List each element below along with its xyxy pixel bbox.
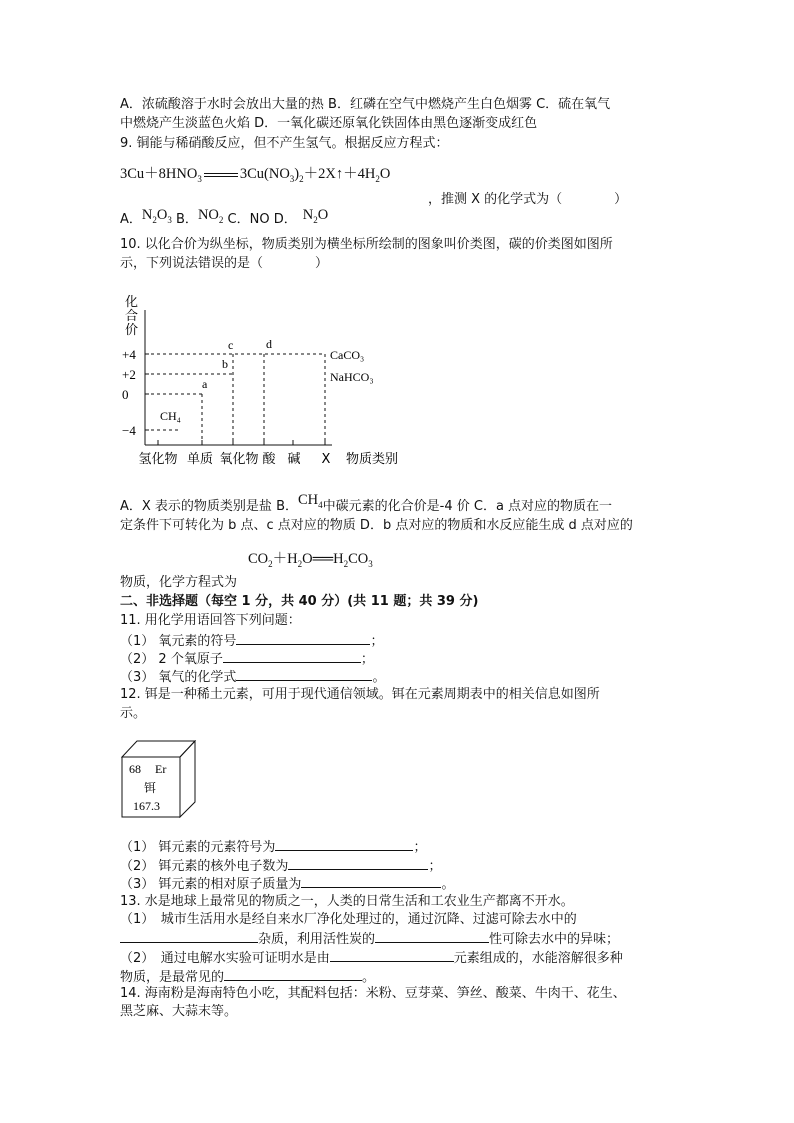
item-end: 。 bbox=[441, 877, 455, 892]
q11-item-1 bbox=[120, 631, 383, 650]
q10-stem-line1: 10. 以化合价为纵坐标，物质类别为横坐标所绘制的图象叫价类图，碳的价类图如图所 bbox=[120, 237, 613, 252]
q9-eq-rhs-part: (NO bbox=[264, 166, 290, 182]
q9-formula-part: O bbox=[156, 207, 168, 223]
y-tick-label: 0 bbox=[122, 387, 129, 402]
item-num: （3） bbox=[120, 877, 155, 892]
annotation-caco3: CaCO₃ bbox=[330, 348, 365, 362]
q9-formula-sub: 3 bbox=[167, 214, 172, 225]
answer-blank[interactable] bbox=[236, 631, 370, 645]
item-end: ； bbox=[413, 840, 427, 855]
q9-formula-sub: 2 bbox=[313, 214, 318, 225]
q10-eq-part: CO bbox=[248, 551, 269, 567]
q10-ch4-formula bbox=[298, 492, 323, 508]
chart-point-label: d bbox=[266, 337, 272, 351]
q12-item-3 bbox=[120, 874, 454, 893]
q12-stem-line2: 示。 bbox=[120, 706, 147, 721]
item-end: ； bbox=[370, 634, 384, 649]
q10-eq-part: O══H bbox=[302, 551, 344, 567]
q12-stem-line1: 12. 铒是一种稀土元素，可用于现代通信领域。铒在元素周期表中的相关信息如图所 bbox=[120, 687, 600, 702]
q13-text: 元素组成的，水能溶解很多种 bbox=[453, 951, 623, 966]
chart-axes bbox=[145, 310, 332, 445]
item-end: ； bbox=[428, 859, 442, 874]
answer-blank[interactable] bbox=[288, 856, 428, 870]
answer-blank[interactable] bbox=[236, 667, 372, 681]
chart-guides bbox=[145, 354, 325, 445]
y-tick-label: −4 bbox=[122, 423, 136, 438]
q9-formula-sub: 2 bbox=[152, 214, 157, 225]
q9-eq-sub: 3 bbox=[289, 173, 295, 184]
q11-item-3 bbox=[120, 667, 385, 686]
chart-point-label: CH₄ bbox=[160, 409, 181, 423]
item-num: （1） bbox=[120, 634, 155, 649]
q9-formula-part: NO bbox=[197, 207, 219, 223]
q9-stem: 9. 铜能与稀硝酸反应，但不产生氢气。根据反应方程式： bbox=[120, 136, 449, 151]
q14-line1: 14. 海南粉是海南特色小吃，其配料包括：米粉、豆芽菜、笋丝、酸菜、牛肉干、花生、 bbox=[120, 986, 626, 1001]
answer-blank[interactable] bbox=[330, 948, 454, 962]
erbium-element-cube bbox=[121, 740, 196, 818]
item-text: 2 个氧原子 bbox=[158, 652, 223, 667]
chart-annotations bbox=[330, 348, 374, 384]
x-tick-label: 氢化物 bbox=[138, 452, 178, 467]
q9-eq-lhs: 3Cu＋8HNO bbox=[120, 166, 198, 182]
valence-chart bbox=[0, 0, 794, 480]
q9-formula-part: O bbox=[317, 207, 329, 223]
y-tick-label: +4 bbox=[122, 347, 136, 362]
q9-eq-rhs-part: O bbox=[379, 166, 391, 182]
chart-xticks bbox=[138, 440, 398, 467]
q10-eq-part: CO bbox=[348, 551, 369, 567]
q12-item-1 bbox=[120, 837, 426, 856]
q10-formula-sub: 4 bbox=[318, 499, 323, 510]
section-2-heading: 二、非选择题（每空 1 分，共 40 分）(共 11 题；共 39 分) bbox=[120, 594, 479, 609]
y-axis-label-char: 价 bbox=[125, 323, 139, 338]
item-num: （3） bbox=[120, 670, 155, 685]
element-mass: 167.3 bbox=[133, 799, 160, 813]
q13-text: 性可除去水中的异味； bbox=[489, 932, 620, 947]
q9-formula-part: N bbox=[141, 207, 153, 223]
item-end: 。 bbox=[372, 670, 386, 685]
y-axis-label-char: 合 bbox=[125, 309, 139, 324]
x-tick-label: 单质 bbox=[186, 452, 214, 467]
q13-p1-line2 bbox=[120, 929, 619, 948]
q13-text: 。 bbox=[362, 970, 376, 985]
q9-eq-sub: 2 bbox=[299, 173, 304, 184]
q13-text: 杂质，利用活性炭的 bbox=[258, 932, 376, 947]
item-text: 铒元素的相对原子质量为 bbox=[158, 877, 302, 892]
y-axis-label-char: 化 bbox=[125, 295, 139, 310]
answer-blank[interactable] bbox=[275, 837, 413, 851]
q10-eq-sub: 3 bbox=[368, 558, 373, 569]
answer-blank[interactable] bbox=[375, 929, 489, 943]
q13-p1-line1: （1） 城市生活用水是经自来水厂净化处理过的，通过沉降、过滤可除去水中的 bbox=[120, 912, 577, 927]
q8-options-line2: 中燃烧产生淡蓝色火焰 D．一氧化碳还原氧化铁固体由黑色逐渐变成红色 bbox=[120, 116, 538, 131]
q11-item-2 bbox=[120, 649, 374, 668]
x-tick-label: X bbox=[321, 452, 331, 467]
x-tick-label: 氧化物 bbox=[219, 452, 259, 467]
q10-options-line2: 定条件下可转化为 b 点、c 点对应的物质 D．b 点对应的物质和水反应能生成 d 点对应的 bbox=[120, 518, 633, 533]
q10-opt-text: 中碳元素的化合价是-4 价 C．a 点对应的物质在一 bbox=[322, 499, 613, 514]
q9-eq-rhs: 3Cu bbox=[239, 166, 265, 182]
element-symbol: Er bbox=[155, 762, 167, 776]
q9-formula-part: N bbox=[302, 207, 314, 223]
q11-stem: 11. 用化学用语回答下列问题： bbox=[120, 613, 301, 628]
q9-opt-a-label: A． bbox=[120, 212, 142, 227]
y-tick-label: +2 bbox=[122, 367, 136, 382]
item-num: （1） bbox=[120, 840, 155, 855]
q13-text: （2） 通过电解水实验可证明水是由 bbox=[120, 951, 330, 966]
item-num: （2） bbox=[120, 859, 155, 874]
q10-stem-line2: 示，下列说法错误的是（ ） bbox=[120, 256, 329, 271]
q9-formula-sub: 2 bbox=[218, 214, 224, 225]
q10-eq-part: ＋H bbox=[272, 551, 298, 567]
item-text: 铒元素的核外电子数为 bbox=[158, 859, 289, 874]
q13-stem: 13. 水是地球上最常见的物质之一，人类的日常生活和工农业生产都离不开水。 bbox=[120, 894, 574, 909]
answer-blank[interactable] bbox=[223, 649, 361, 663]
item-text: 氧气的化学式 bbox=[158, 670, 237, 685]
q10-eq-sub: 2 bbox=[297, 558, 303, 569]
chart-ylabel bbox=[125, 295, 138, 338]
q10-eq-sub: 2 bbox=[343, 558, 349, 569]
element-number: 68 bbox=[129, 762, 141, 776]
answer-blank[interactable] bbox=[120, 929, 258, 943]
q10-equation bbox=[248, 551, 373, 573]
q10-opt-text: A．X 表示的物质类别是盐 B． bbox=[120, 499, 298, 514]
q14-line2: 黑芝麻、大蒜末等。 bbox=[120, 1004, 238, 1019]
item-text: 氧元素的符号 bbox=[158, 634, 237, 649]
answer-blank[interactable] bbox=[224, 967, 362, 981]
q8-options-line1: A．浓硫酸溶于水时会放出大量的热 B．红磷在空气中燃烧产生白色烟雾 C．硫在氧气 bbox=[120, 97, 611, 112]
q10-options-line3: 物质，化学方程式为 bbox=[120, 575, 238, 590]
x-tick-label: 碱 bbox=[287, 452, 301, 467]
answer-blank[interactable] bbox=[301, 874, 441, 888]
x-tick-label: 酸 bbox=[262, 452, 276, 467]
item-text: 铒元素的元素符号为 bbox=[158, 840, 276, 855]
chart-point-label: c bbox=[228, 338, 234, 352]
q13-text: 物质，是最常见的 bbox=[120, 970, 225, 985]
q10-eq-sub: 2 bbox=[268, 558, 273, 569]
q9-opt-b-label: B． bbox=[171, 212, 198, 227]
item-end: ； bbox=[360, 652, 374, 667]
q9-ask: ，推测 X 的化学式为（ ） bbox=[428, 192, 628, 207]
chart-point-label: b bbox=[222, 357, 228, 371]
q13-p2-line2 bbox=[120, 967, 375, 986]
q9-eq-sub: 3 bbox=[197, 173, 202, 184]
q9-eq-sub: 2 bbox=[375, 173, 380, 184]
item-num: （2） bbox=[120, 652, 155, 667]
x-axis-label: 物质类别 bbox=[346, 452, 399, 467]
q10-formula-part: CH bbox=[297, 492, 319, 508]
chart-points bbox=[160, 337, 272, 423]
element-name: 铒 bbox=[144, 781, 157, 795]
q13-p2-line1 bbox=[120, 948, 623, 967]
chart-point-label: a bbox=[202, 377, 208, 391]
q9-eq-rhs-part: ) bbox=[294, 166, 300, 182]
annotation-nahco3: NaHCO₃ bbox=[330, 370, 374, 384]
q12-item-2 bbox=[120, 856, 441, 875]
q9-opt-c: C．NO D． bbox=[223, 212, 297, 227]
q9-eq-rhs-part: ＋2X↑＋4H bbox=[303, 166, 376, 182]
